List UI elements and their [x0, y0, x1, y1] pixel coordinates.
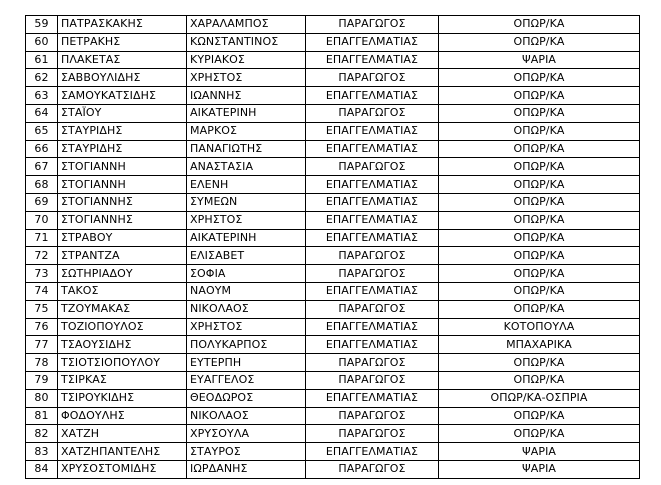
- product-cell: ΟΠΩΡ/ΚΑ: [439, 300, 640, 318]
- table-row: [26, 247, 640, 265]
- row-number-cell: 79: [26, 371, 58, 389]
- surname-cell: ΣΤΟΓΙΑΝΝΗΣ: [58, 211, 187, 229]
- category-cell: ΕΠΑΓΓΕΛΜΑΤΙΑΣ: [306, 282, 439, 300]
- table-row: [26, 300, 640, 318]
- row-number-cell: 81: [26, 407, 58, 425]
- product-cell: ΟΠΩΡ/ΚΑ: [439, 140, 640, 158]
- product-cell: ΟΠΩΡ/ΚΑ: [439, 265, 640, 283]
- row-number-cell: 68: [26, 176, 58, 194]
- product-cell: ΚΟΤΟΠΟΥΛΑ: [439, 318, 640, 336]
- product-cell: ΟΠΩΡ/ΚΑ: [439, 247, 640, 265]
- table-row: [26, 176, 640, 194]
- first-name-cell: ΕΥΑΓΓΕΛΟΣ: [187, 371, 306, 389]
- first-name-cell: ΝΑΟΥΜ: [187, 282, 306, 300]
- row-number-cell: 65: [26, 122, 58, 140]
- table-row: [26, 282, 640, 300]
- first-name-cell: ΘΕΟΔΩΡΟΣ: [187, 389, 306, 407]
- table-row: [26, 193, 640, 211]
- surname-cell: ΣΤΟΓΙΑΝΝΗ: [58, 176, 187, 194]
- table-row: [26, 371, 640, 389]
- surname-cell: ΧΡΥΣΟΣΤΟΜΙΔΗΣ: [58, 460, 187, 478]
- surname-cell: ΦΟΔΟΥΛΗΣ: [58, 407, 187, 425]
- product-cell: ΟΠΩΡ/ΚΑ: [439, 33, 640, 51]
- category-cell: ΠΑΡΑΓΩΓΟΣ: [306, 265, 439, 283]
- surname-cell: ΤΣΙΡΚΑΣ: [58, 371, 187, 389]
- surname-cell: ΣΑΜΟΥΚΑΤΣΙΔΗΣ: [58, 87, 187, 105]
- product-cell: ΨΑΡΙΑ: [439, 51, 640, 69]
- product-cell: ΨΑΡΙΑ: [439, 460, 640, 478]
- first-name-cell: ΙΩΑΝΝΗΣ: [187, 87, 306, 105]
- first-name-cell: ΝΙΚΟΛΑΟΣ: [187, 300, 306, 318]
- product-cell: ΟΠΩΡ/ΚΑ: [439, 176, 640, 194]
- category-cell: ΠΑΡΑΓΩΓΟΣ: [306, 371, 439, 389]
- table-row: [26, 425, 640, 443]
- row-number-cell: 64: [26, 104, 58, 122]
- row-number-cell: 59: [26, 16, 58, 34]
- first-name-cell: ΧΡΗΣΤΟΣ: [187, 69, 306, 87]
- first-name-cell: ΚΩΝΣΤΑΝΤΙΝΟΣ: [187, 33, 306, 51]
- table-row: [26, 460, 640, 478]
- row-number-cell: 69: [26, 193, 58, 211]
- surname-cell: ΣΤΡΑΒΟΥ: [58, 229, 187, 247]
- table-row: [26, 407, 640, 425]
- category-cell: ΠΑΡΑΓΩΓΟΣ: [306, 425, 439, 443]
- category-cell: ΠΑΡΑΓΩΓΟΣ: [306, 407, 439, 425]
- first-name-cell: ΝΙΚΟΛΑΟΣ: [187, 407, 306, 425]
- surname-cell: ΤΟΖΙΟΠΟΥΛΟΣ: [58, 318, 187, 336]
- category-cell: ΠΑΡΑΓΩΓΟΣ: [306, 300, 439, 318]
- first-name-cell: ΣΤΑΥΡΟΣ: [187, 443, 306, 461]
- row-number-cell: 63: [26, 87, 58, 105]
- product-cell: ΟΠΩΡ/ΚΑ: [439, 158, 640, 176]
- row-number-cell: 84: [26, 460, 58, 478]
- first-name-cell: ΧΡΗΣΤΟΣ: [187, 318, 306, 336]
- row-number-cell: 71: [26, 229, 58, 247]
- category-cell: ΠΑΡΑΓΩΓΟΣ: [306, 16, 439, 34]
- table-row: [26, 229, 640, 247]
- row-number-cell: 83: [26, 443, 58, 461]
- product-cell: ΟΠΩΡ/ΚΑ: [439, 193, 640, 211]
- row-number-cell: 61: [26, 51, 58, 69]
- category-cell: ΕΠΑΓΓΕΛΜΑΤΙΑΣ: [306, 229, 439, 247]
- table-row: [26, 389, 640, 407]
- product-cell: ΟΠΩΡ/ΚΑ: [439, 371, 640, 389]
- first-name-cell: ΣΟΦΙΑ: [187, 265, 306, 283]
- product-cell: ΟΠΩΡ/ΚΑ: [439, 211, 640, 229]
- surname-cell: ΠΑΤΡΑΣΚΑΚΗΣ: [58, 16, 187, 34]
- surname-cell: ΧΑΤΖΗΠΑΝΤΕΛΗΣ: [58, 443, 187, 461]
- row-number-cell: 80: [26, 389, 58, 407]
- category-cell: ΕΠΑΓΓΕΛΜΑΤΙΑΣ: [306, 122, 439, 140]
- first-name-cell: ΕΥΤΕΡΠΗ: [187, 354, 306, 372]
- first-name-cell: ΙΩΡΔΑΝΗΣ: [187, 460, 306, 478]
- surname-cell: ΣΤΟΓΙΑΝΝΗΣ: [58, 193, 187, 211]
- category-cell: ΕΠΑΓΓΕΛΜΑΤΙΑΣ: [306, 193, 439, 211]
- table-row: [26, 211, 640, 229]
- surname-cell: ΣΤΑΪΟΥ: [58, 104, 187, 122]
- category-cell: ΠΑΡΑΓΩΓΟΣ: [306, 158, 439, 176]
- product-cell: ΟΠΩΡ/ΚΑ: [439, 407, 640, 425]
- table-row: [26, 140, 640, 158]
- row-number-cell: 70: [26, 211, 58, 229]
- surname-cell: ΧΑΤΖΗ: [58, 425, 187, 443]
- category-cell: ΕΠΑΓΓΕΛΜΑΤΙΑΣ: [306, 318, 439, 336]
- row-number-cell: 74: [26, 282, 58, 300]
- row-number-cell: 82: [26, 425, 58, 443]
- surname-cell: ΤΣΑΟΥΣΙΔΗΣ: [58, 336, 187, 354]
- product-cell: ΟΠΩΡ/ΚΑ: [439, 87, 640, 105]
- first-name-cell: ΕΛΕΝΗ: [187, 176, 306, 194]
- table-row: [26, 104, 640, 122]
- table-row: [26, 69, 640, 87]
- product-cell: ΟΠΩΡ/ΚΑ-ΟΣΠΡΙΑ: [439, 389, 640, 407]
- surname-cell: ΤΣΙΡΟΥΚΙΔΗΣ: [58, 389, 187, 407]
- product-cell: ΟΠΩΡ/ΚΑ: [439, 122, 640, 140]
- first-name-cell: ΠΑΝΑΓΙΩΤΗΣ: [187, 140, 306, 158]
- row-number-cell: 75: [26, 300, 58, 318]
- row-number-cell: 60: [26, 33, 58, 51]
- row-number-cell: 76: [26, 318, 58, 336]
- registry-table-body: [26, 16, 640, 479]
- category-cell: ΕΠΑΓΓΕΛΜΑΤΙΑΣ: [306, 87, 439, 105]
- category-cell: ΕΠΑΓΓΕΛΜΑΤΙΑΣ: [306, 140, 439, 158]
- row-number-cell: 62: [26, 69, 58, 87]
- product-cell: ΟΠΩΡ/ΚΑ: [439, 425, 640, 443]
- category-cell: ΠΑΡΑΓΩΓΟΣ: [306, 104, 439, 122]
- product-cell: ΟΠΩΡ/ΚΑ: [439, 69, 640, 87]
- product-cell: ΟΠΩΡ/ΚΑ: [439, 104, 640, 122]
- category-cell: ΕΠΑΓΓΕΛΜΑΤΙΑΣ: [306, 336, 439, 354]
- document-page: [25, 15, 639, 479]
- row-number-cell: 67: [26, 158, 58, 176]
- surname-cell: ΣΤΑΥΡΙΔΗΣ: [58, 122, 187, 140]
- first-name-cell: ΧΡΥΣΟΥΛΑ: [187, 425, 306, 443]
- first-name-cell: ΜΑΡΚΟΣ: [187, 122, 306, 140]
- category-cell: ΕΠΑΓΓΕΛΜΑΤΙΑΣ: [306, 389, 439, 407]
- table-row: [26, 354, 640, 372]
- table-row: [26, 158, 640, 176]
- product-cell: ΜΠΑΧΑΡΙΚΑ: [439, 336, 640, 354]
- table-row: [26, 265, 640, 283]
- surname-cell: ΤΖΟΥΜΑΚΑΣ: [58, 300, 187, 318]
- surname-cell: ΣΤΑΥΡΙΔΗΣ: [58, 140, 187, 158]
- first-name-cell: ΚΥΡΙΑΚΟΣ: [187, 51, 306, 69]
- first-name-cell: ΠΟΛΥΚΑΡΠΟΣ: [187, 336, 306, 354]
- first-name-cell: ΑΙΚΑΤΕΡΙΝΗ: [187, 229, 306, 247]
- product-cell: ΨΑΡΙΑ: [439, 443, 640, 461]
- first-name-cell: ΣΥΜΕΩΝ: [187, 193, 306, 211]
- row-number-cell: 72: [26, 247, 58, 265]
- category-cell: ΕΠΑΓΓΕΛΜΑΤΙΑΣ: [306, 443, 439, 461]
- table-row: [26, 318, 640, 336]
- surname-cell: ΤΑΚΟΣ: [58, 282, 187, 300]
- table-row: [26, 336, 640, 354]
- category-cell: ΠΑΡΑΓΩΓΟΣ: [306, 354, 439, 372]
- category-cell: ΕΠΑΓΓΕΛΜΑΤΙΑΣ: [306, 33, 439, 51]
- surname-cell: ΤΣΙΟΤΣΙΟΠΟΥΛΟΥ: [58, 354, 187, 372]
- first-name-cell: ΧΑΡΑΛΑΜΠΟΣ: [187, 16, 306, 34]
- table-row: [26, 122, 640, 140]
- table-row: [26, 51, 640, 69]
- product-cell: ΟΠΩΡ/ΚΑ: [439, 282, 640, 300]
- category-cell: ΠΑΡΑΓΩΓΟΣ: [306, 460, 439, 478]
- category-cell: ΠΑΡΑΓΩΓΟΣ: [306, 247, 439, 265]
- table-row: [26, 33, 640, 51]
- surname-cell: ΣΤΡΑΝΤΖΑ: [58, 247, 187, 265]
- category-cell: ΕΠΑΓΓΕΛΜΑΤΙΑΣ: [306, 176, 439, 194]
- first-name-cell: ΑΙΚΑΤΕΡΙΝΗ: [187, 104, 306, 122]
- row-number-cell: 77: [26, 336, 58, 354]
- surname-cell: ΣΑΒΒΟΥΛΙΔΗΣ: [58, 69, 187, 87]
- category-cell: ΕΠΑΓΓΕΛΜΑΤΙΑΣ: [306, 51, 439, 69]
- surname-cell: ΣΤΟΓΙΑΝΝΗ: [58, 158, 187, 176]
- first-name-cell: ΧΡΗΣΤΟΣ: [187, 211, 306, 229]
- product-cell: ΟΠΩΡ/ΚΑ: [439, 16, 640, 34]
- product-cell: ΟΠΩΡ/ΚΑ: [439, 354, 640, 372]
- category-cell: ΠΑΡΑΓΩΓΟΣ: [306, 69, 439, 87]
- table-row: [26, 87, 640, 105]
- row-number-cell: 73: [26, 265, 58, 283]
- first-name-cell: ΕΛΙΣΑΒΕΤ: [187, 247, 306, 265]
- registry-table: [25, 15, 640, 479]
- surname-cell: ΣΩΤΗΡΙΑΔΟΥ: [58, 265, 187, 283]
- table-row: [26, 443, 640, 461]
- first-name-cell: ΑΝΑΣΤΑΣΙΑ: [187, 158, 306, 176]
- product-cell: ΟΠΩΡ/ΚΑ: [439, 229, 640, 247]
- row-number-cell: 78: [26, 354, 58, 372]
- surname-cell: ΠΛΑΚΕΤΑΣ: [58, 51, 187, 69]
- row-number-cell: 66: [26, 140, 58, 158]
- surname-cell: ΠΕΤΡΑΚΗΣ: [58, 33, 187, 51]
- table-row: [26, 16, 640, 34]
- category-cell: ΕΠΑΓΓΕΛΜΑΤΙΑΣ: [306, 211, 439, 229]
